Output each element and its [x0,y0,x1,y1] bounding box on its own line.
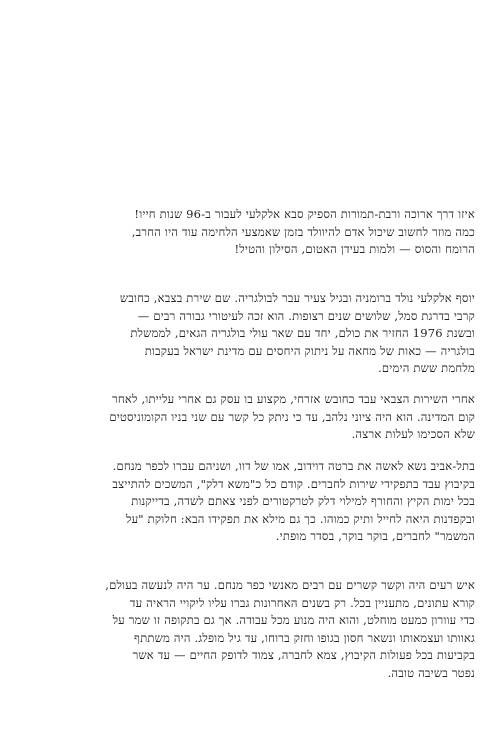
text-line: אחרי השירות הצבאי עבד כחובש אזרחי, מקצוע בו עסק גם אחרי עלייתו, לאחר [112,392,475,406]
text-line: בכל ימות הקיץ והחורף למילוי דלק לטרקטורים לפני צאתם לשדה, בדייקנות [131,494,475,509]
paragraph-intro [25,206,475,259]
paragraph-later-years [25,577,475,683]
text-line: גאוותו ועצמאותו ונשאר חסון בגופו וחזק ברוחו, עד גיל מופלג. היה משתתף [134,630,475,645]
text-line: כמה מוזר לחשוב שיכול אדם להיוולד בזמן שאמצעי הלחימה עוד היו החרב, [131,224,475,239]
text-line: כדי עוורון כמעט מוחלט, והוא היה מנוע מכל עבודה. אך גם בתקופה זו שמר על [112,613,475,628]
paragraph-biography [25,290,475,378]
text-line: מלחמת ששת הימים. [378,361,475,376]
text-line: נפטר בשיבה טובה. [387,665,475,680]
paragraph-after-service [25,391,475,444]
text-line: הרומח והסוס — ולמות בעידן האטום, הסילון והטיל! [234,242,475,257]
text-line: ובקפדנות היאה לחייל ותיק כמוהו. כך גם מילא את תפקידו הבא: חלוקת "על [126,511,475,526]
text-line: איזו דרך ארוכה ורבת-תמורות הספיק סבא אלקלעי לעבור ב-96 שנות חייו! [134,207,475,221]
text-line: ובשנת 1976 החזיר את כולם, יחד עם שאר עולי בולגריה הגאים, לממשלת [130,326,475,341]
paragraph-tel-aviv [25,458,475,546]
text-line: בקביעות בכל פעולות הקיבוץ, צמא לחברה, צמוד לדופק החיים — עד אשר [132,648,475,663]
text-line: קורא עתונים, מתעניין בכל. רק בשנים האחרונות גברו עליו ליקויי הראיה עד [129,595,475,610]
text-line: בולגריה — כאות של מחאה על ניתוק היחסים עם מדינת ישראל בעקבות [144,343,475,358]
text-line: בתל-אביב נשא לאשה את ברטה דוידוב, אמו של דוו, ושניהם עברו לכפר מנחם. [112,459,475,473]
text-line: שלא הסכימו לעלות ארצה. [351,427,475,442]
text-line: המשמר" לחברים, בוקר בוקר, בסדר מופתי. [275,529,475,544]
text-line: בקיבוץ עבד בתפקידי שירות לחברים. קודם כל כ"משא דלק", המשכים להתייצב [112,476,475,491]
text-line: איש רעים היה וקשר קשרים עם רבים מאנשי כפר מנחם. ער היה לנעשה בעולם, [105,578,475,592]
text-line: יוסף אלקלעי נולד ברומניה ובגיל צעיר עבר לבולגריה. שם שירת בצבא, כחובש [119,291,475,305]
text-line: קרבי בדרגת סמל, שלושים שנים רצופות. הוא זכה לעיטורי גבורה רבים — [137,308,475,323]
text-line: קום המדינה. הוא היה ציוני נלהב, עד כי ניתק כל קשר עם שני בניו הקומוניסטים [109,409,475,424]
